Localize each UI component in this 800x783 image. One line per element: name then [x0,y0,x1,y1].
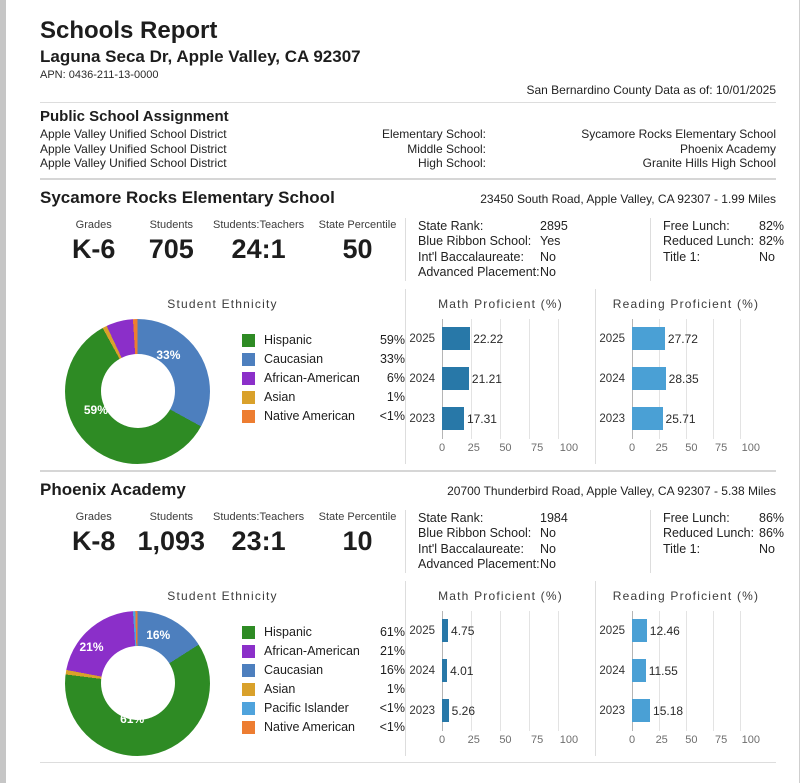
legend-label: Caucasian [264,352,324,366]
bar-value-label: 27.72 [667,331,698,346]
stat-card-grades [52,218,135,281]
ethnicity-legend [242,331,405,426]
legend-percent: <1% [379,720,405,734]
stat-card-grades [52,510,135,573]
district-name: Apple Valley Unified School District [40,127,227,141]
bar-plot [632,611,764,651]
bar-row [599,319,764,359]
bar-plot [442,399,583,439]
legend-item [242,331,405,350]
legend-percent: 33% [379,352,405,366]
donut-slice-label: 21% [79,639,104,654]
detail-row [418,526,646,542]
detail-row [663,234,784,250]
detail-row [418,234,646,250]
detail-value: No [540,265,556,279]
detail-value: 82% [759,218,785,233]
school-section-sycamore-rocks [40,180,785,472]
chart-title: Math Proficient (%) [438,588,563,603]
legend-swatch [242,702,255,715]
chart-title: Student Ethnicity [167,588,278,603]
bar [442,407,464,430]
stat-card-state-percentile [310,510,405,573]
year-label: 2025 [599,624,625,637]
legend-item [242,699,405,718]
detail-label: Title 1: [663,541,701,556]
detail-row [418,511,646,527]
detail-value: No [540,526,556,540]
bar-value-label: 25.71 [665,411,696,426]
detail-label: Reduced Lunch: [663,526,755,540]
detail-value: 86% [759,526,785,540]
year-label: 2023 [409,412,435,425]
detail-row [663,219,784,235]
year-label: 2025 [409,624,435,637]
detail-row [418,542,646,558]
school-address: 20700 Thunderbird Road, Apple Valley, CA 92307 - 5.38 Miles [447,483,776,498]
school-details-rank [405,510,650,573]
assignment-row [40,127,776,142]
school-header [40,472,776,504]
detail-label: State Rank: [418,218,484,233]
detail-value: No [540,541,556,556]
detail-row [663,526,784,542]
bar-value-label: 5.26 [451,703,476,718]
legend-percent: 6% [386,371,405,385]
legend-item [242,661,405,680]
bar-row [409,319,583,359]
page-title: Schools Report [40,17,218,44]
legend-percent: <1% [379,409,405,423]
legend-item [242,680,405,699]
tick-label: 100 [559,733,579,746]
chart-title: Reading Proficient (%) [612,296,760,311]
student-ethnicity-chart [40,581,405,756]
chart-title: Math Proficient (%) [438,296,563,311]
detail-row [418,219,646,235]
legend-percent: 61% [379,625,405,639]
school-level-label: High School: [417,156,486,170]
year-label: 2025 [599,332,625,345]
chart-title: Reading Proficient (%) [612,588,760,603]
x-axis-ticks [438,731,583,749]
bar-row [409,611,583,651]
legend-swatch [242,410,255,423]
tick-label: 25 [655,441,668,454]
legend-item [242,623,405,642]
stat-value: 24:1 [231,233,286,264]
legend-label: Asian [264,682,296,696]
school-name: Sycamore Rocks Elementary School [40,187,335,207]
detail-row [418,557,646,573]
bar-value-label: 22.22 [473,331,504,346]
stat-label: State Percentile [318,510,397,523]
legend-swatch [242,645,255,658]
tick-label: 50 [499,733,512,746]
stat-value: 50 [342,233,373,264]
detail-label: Blue Ribbon School: [418,526,532,540]
legend-percent: 16% [379,663,405,677]
bar-plot [442,359,583,399]
stat-label: Students [149,218,193,231]
tick-label: 50 [499,441,512,454]
reading-proficient-chart [595,289,776,464]
legend-item [242,642,405,661]
report-header [40,0,776,103]
legend-percent: 59% [379,333,405,347]
bar-value-label: 12.46 [649,623,680,638]
donut-hole [101,354,175,428]
legend-percent: 1% [386,682,405,696]
school-stats-row [40,212,785,289]
bar-plot [632,651,764,691]
detail-value: 1984 [540,510,568,525]
student-ethnicity-chart [40,289,405,464]
legend-label: Hispanic [264,333,312,347]
school-charts-row [40,581,776,756]
school-name: Phoenix Academy [40,479,186,499]
detail-label: Int'l Baccalaureate: [418,541,524,556]
x-axis-ticks [628,731,764,749]
bar-value-label: 21.21 [471,371,502,386]
bar [442,327,470,350]
legend-label: Native American [264,720,356,734]
bar-row [409,651,583,691]
property-address: Laguna Seca Dr, Apple Valley, CA 92307 [40,47,361,66]
detail-row [663,250,784,266]
bar-row [409,359,583,399]
donut-slice-label: 61% [120,712,145,726]
bar [632,619,647,642]
apn-label: APN: 0436-211-13-0000 [40,69,159,81]
bar-row [599,611,764,651]
assignment-title: Public School Assignment [40,108,229,125]
year-label: 2025 [409,332,435,345]
school-stats-row [40,504,785,581]
stat-card-students-teachers [207,510,310,573]
bar [632,367,666,390]
detail-value: No [759,541,775,556]
bar-value-label: 17.31 [466,411,497,426]
stat-card-students [135,218,207,281]
stat-label: Students:Teachers [213,510,305,523]
bar-value-label: 4.01 [450,663,474,678]
tick-label: 75 [531,441,544,454]
bar-row [599,651,764,691]
bar-plot [632,319,764,359]
ethnicity-chart-body [40,611,405,756]
tick-label: 50 [685,441,698,454]
stat-card-state-percentile [310,218,405,281]
assigned-school-name: Sycamore Rocks Elementary School [581,127,776,141]
math-proficient-chart [405,581,595,756]
bar-plot [442,611,583,651]
stat-label: Students:Teachers [213,218,305,231]
tick-label: 0 [628,441,636,454]
bar [442,367,469,390]
math-proficient-chart [405,289,595,464]
detail-label: Blue Ribbon School: [418,234,532,248]
detail-value: No [540,249,556,264]
donut-slice-label: 33% [156,347,181,362]
bar-row [409,691,583,731]
bar [442,619,448,642]
detail-label: Free Lunch: [663,218,730,233]
tick-label: 25 [467,733,480,746]
bar-chart-body [406,319,583,457]
bar [632,327,665,350]
detail-value: Yes [540,234,561,248]
tick-label: 25 [655,733,668,746]
chart-title: Student Ethnicity [167,296,278,311]
tick-label: 100 [741,733,760,746]
detail-label: State Rank: [418,510,484,525]
tick-label: 50 [685,733,698,746]
legend-swatch [242,664,255,677]
assignment-row [40,142,776,157]
stat-value: K-6 [71,233,116,264]
stat-value: 705 [148,233,194,264]
tick-label: 0 [628,733,636,746]
detail-label: Advanced Placement: [418,557,540,571]
tick-label: 75 [531,733,544,746]
bar-plot [442,691,583,731]
district-name: Apple Valley Unified School District [40,156,227,170]
year-label: 2024 [409,372,435,385]
detail-value: 86% [759,510,785,525]
donut-slice-label: 16% [146,627,171,642]
legend-percent: 1% [386,390,405,404]
detail-label: Int'l Baccalaureate: [418,249,524,264]
legend-label: Pacific Islander [264,701,349,715]
tick-label: 25 [467,441,480,454]
bar-row [409,399,583,439]
assignment-row [40,156,776,171]
year-label: 2024 [599,372,625,385]
tick-label: 75 [714,441,728,454]
school-details-lunch [650,510,788,573]
detail-label: Free Lunch: [663,510,730,525]
donut-chart [65,319,210,464]
year-label: 2024 [599,664,625,677]
donut-hole [101,646,175,720]
school-details-rank [405,218,650,281]
bar [632,659,646,682]
bar-row [599,691,764,731]
stat-label: State Percentile [318,218,397,231]
stat-label: Grades [75,510,112,523]
detail-label: Title 1: [663,249,701,264]
year-label: 2023 [599,412,625,425]
legend-label: African-American [264,371,360,385]
legend-percent: <1% [379,701,405,715]
detail-row [418,250,646,266]
bar-value-label: 11.55 [648,663,678,678]
district-name: Apple Valley Unified School District [40,141,227,156]
bar-value-label: 15.18 [653,703,684,718]
bar-chart-body [406,611,583,749]
school-header [40,180,776,212]
legend-swatch [242,683,255,696]
public-school-assignment-section [40,103,776,180]
school-details-lunch [650,218,788,281]
bar [442,699,449,722]
bar-value-label: 28.35 [668,371,699,386]
legend-swatch [242,721,255,734]
tick-label: 0 [438,733,446,746]
data-as-of-label: San Bernardino County Data as of: 10/01/2025 [526,83,776,97]
year-label: 2023 [409,704,435,717]
legend-item [242,718,405,737]
x-axis-ticks [628,439,764,457]
donut-slice-label: 59% [83,402,108,417]
legend-label: Hispanic [264,625,312,639]
school-charts-row [40,289,776,464]
school-section-phoenix-academy [40,472,785,763]
stat-card-students [135,510,207,573]
stat-label: Students [149,510,193,523]
bar-plot [632,691,764,731]
legend-swatch [242,372,255,385]
assigned-school-name: Granite Hills High School [642,156,776,170]
stat-cards [40,510,405,573]
bar-plot [632,359,764,399]
detail-value: No [540,557,556,571]
legend-swatch [242,334,255,347]
tick-label: 75 [714,733,728,746]
detail-row [663,542,784,558]
reading-proficient-chart [595,581,776,756]
donut-chart [65,611,210,756]
legend-label: Native American [264,409,356,423]
year-label: 2024 [409,664,435,677]
bar-chart-body [596,611,764,749]
school-level-label: Middle School: [407,141,486,156]
bar-plot [442,319,583,359]
detail-row [418,265,646,281]
bar-chart-body [596,319,764,457]
legend-swatch [242,391,255,404]
legend-item [242,350,405,369]
bar-row [599,359,764,399]
stat-cards [40,218,405,281]
legend-percent: 21% [379,644,405,658]
tick-label: 100 [741,441,760,454]
legend-swatch [242,626,255,639]
tick-label: 0 [438,441,446,454]
ethnicity-chart-body [40,319,405,464]
bar [442,659,447,682]
detail-row [663,511,784,527]
stat-value: 1,093 [137,525,206,556]
bar [632,699,650,722]
detail-label: Advanced Placement: [418,265,540,279]
school-address: 23450 South Road, Apple Valley, CA 92307 - 1.99 Miles [480,191,776,206]
detail-value: 82% [759,234,785,248]
legend-label: Caucasian [264,663,324,677]
detail-value: No [759,249,775,264]
stat-value: 10 [342,525,373,556]
stat-value: 23:1 [231,525,286,556]
year-label: 2023 [599,704,625,717]
ethnicity-legend [242,623,405,737]
stat-value: K-8 [71,525,116,556]
assigned-school-name: Phoenix Academy [679,141,776,156]
legend-item [242,407,405,426]
tick-label: 100 [559,441,579,454]
bar-plot [442,651,583,691]
legend-label: African-American [264,644,360,658]
stat-label: Grades [75,218,112,231]
legend-item [242,369,405,388]
bar-plot [632,399,764,439]
bar-row [599,399,764,439]
x-axis-ticks [438,439,583,457]
detail-value: 2895 [540,218,568,233]
legend-swatch [242,353,255,366]
stat-card-students-teachers [207,218,310,281]
detail-label: Reduced Lunch: [663,234,755,248]
bar-value-label: 4.75 [451,623,475,638]
bar [632,407,663,430]
school-level-label: Elementary School: [381,127,486,141]
legend-item [242,388,405,407]
legend-label: Asian [264,390,296,404]
